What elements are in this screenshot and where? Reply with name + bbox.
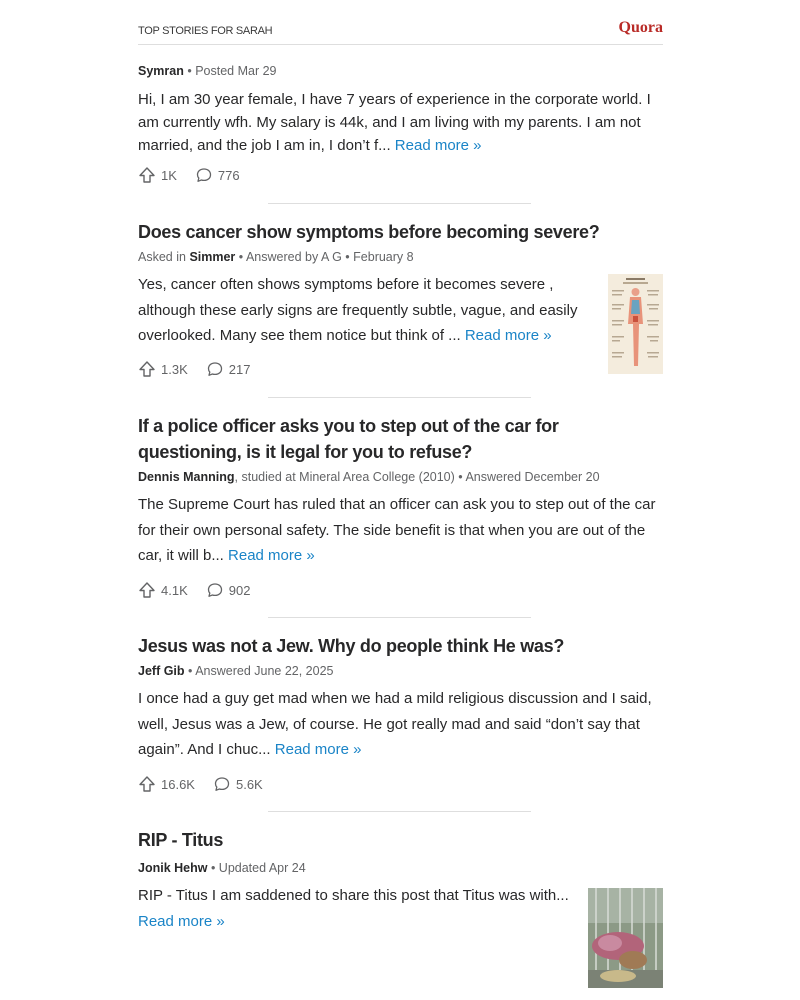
comment-count: 217 bbox=[228, 361, 251, 377]
comment-bubble-icon bbox=[213, 775, 231, 793]
author-name[interactable]: Jonik Hehw bbox=[138, 861, 208, 875]
story-divider bbox=[268, 397, 531, 398]
question-title[interactable]: RIP - Titus bbox=[138, 830, 224, 850]
read-more-link[interactable]: Read more » bbox=[228, 547, 315, 564]
answer-date: • Answered December 20 bbox=[458, 470, 600, 484]
asked-in-label: Asked in bbox=[138, 250, 186, 264]
upvote-arrow-icon bbox=[138, 360, 156, 378]
story-divider bbox=[268, 203, 531, 204]
answer-excerpt: The Supreme Court has ruled that an officer can ask you to step out of the car for their own personal safety. The side benefit is that when you are out of the car, it will b... bbox=[138, 496, 656, 564]
email-header bbox=[138, 18, 663, 45]
action-bar bbox=[138, 359, 268, 379]
story-card bbox=[138, 827, 663, 934]
answer-thumbnail[interactable] bbox=[608, 274, 663, 374]
story-divider bbox=[268, 617, 531, 618]
header-title: TOP STORIES FOR SARAH bbox=[138, 25, 273, 37]
author-credential: , studied at Mineral Area College (2010) bbox=[234, 470, 455, 484]
story-card bbox=[138, 219, 663, 377]
read-more-link[interactable]: Read more » bbox=[464, 327, 552, 344]
upvote-arrow-icon bbox=[138, 581, 156, 599]
comment-button[interactable] bbox=[206, 581, 251, 599]
story-meta bbox=[138, 248, 663, 266]
answer-date: • Answered June 22, 2025 bbox=[188, 664, 334, 678]
author-name[interactable]: Dennis Manning bbox=[138, 470, 235, 484]
upvote-arrow-icon bbox=[138, 166, 156, 184]
answer-excerpt: I once had a guy get mad when we had a mild religious discussion and I said, well, Jesus was a Jew, of course. He got really mad and said “don’t say that again”. And I chuc... bbox=[138, 690, 652, 758]
space-name[interactable]: Simmer bbox=[189, 250, 236, 264]
author-name[interactable]: Jeff Gib bbox=[138, 664, 185, 678]
story-meta bbox=[138, 62, 663, 80]
update-date: • Updated Apr 24 bbox=[210, 861, 306, 875]
story-card bbox=[138, 633, 663, 792]
action-bar bbox=[138, 580, 268, 600]
upvote-arrow-icon bbox=[138, 775, 156, 793]
quora-logo[interactable]: Quora bbox=[618, 19, 663, 36]
answer-excerpt: Yes, cancer often shows symptoms before it becomes severe , although these early signs are frequently subtle, vague, and easily overlooked. Many see them notice but think of ... bbox=[138, 276, 578, 344]
story-meta bbox=[138, 468, 663, 486]
comment-button[interactable] bbox=[195, 166, 240, 184]
story-meta bbox=[138, 662, 663, 680]
question-title[interactable]: If a police officer asks you to step out of the car for questioning, is it legal for you to refuse? bbox=[138, 416, 559, 462]
comment-count: 5.6K bbox=[235, 776, 263, 792]
comment-count: 776 bbox=[217, 167, 240, 183]
upvote-button[interactable] bbox=[138, 581, 188, 599]
upvote-count: 16.6K bbox=[161, 776, 195, 792]
upvote-button[interactable] bbox=[138, 166, 177, 184]
comment-button[interactable] bbox=[213, 775, 263, 793]
upvote-count: 1K bbox=[161, 167, 177, 183]
upvote-count: 4.1K bbox=[161, 582, 188, 598]
story-card bbox=[138, 62, 663, 183]
read-more-link[interactable]: Read more » bbox=[394, 137, 482, 154]
answer-body[interactable] bbox=[138, 272, 583, 349]
answer-info: • Answered by A G • February 8 bbox=[238, 250, 414, 264]
answer-body[interactable] bbox=[138, 88, 663, 157]
author-name[interactable]: Symran bbox=[138, 64, 184, 78]
question-title[interactable]: Jesus was not a Jew. Why do people think He was? bbox=[138, 636, 565, 656]
upvote-button[interactable] bbox=[138, 775, 195, 793]
story-divider bbox=[268, 811, 531, 812]
answer-body[interactable] bbox=[138, 492, 663, 569]
anatomy-chart-thumbnail bbox=[608, 274, 663, 374]
photo-thumbnail bbox=[588, 888, 663, 988]
upvote-button[interactable] bbox=[138, 360, 188, 378]
story-card bbox=[138, 413, 663, 598]
answer-body[interactable] bbox=[138, 686, 663, 763]
upvote-count: 1.3K bbox=[161, 361, 188, 377]
comment-bubble-icon bbox=[195, 166, 213, 184]
answer-body[interactable] bbox=[138, 883, 578, 934]
post-date: • Posted Mar 29 bbox=[187, 64, 277, 78]
read-more-link[interactable]: Read more » bbox=[274, 741, 362, 758]
comment-count: 902 bbox=[228, 582, 251, 598]
comment-bubble-icon bbox=[206, 360, 224, 378]
answer-excerpt: Hi, I am 30 year female, I have 7 years of experience in the corporate world. I am currently wfh. My salary is 44k, and I am living with my parents. I am not married, and the job I am in, I don’t f... bbox=[138, 91, 651, 154]
comment-bubble-icon bbox=[206, 581, 224, 599]
answer-excerpt: RIP - Titus I am saddened to share this post that Titus was with... bbox=[138, 887, 569, 904]
action-bar bbox=[138, 165, 258, 185]
action-bar bbox=[138, 774, 281, 794]
read-more-link[interactable]: Read more » bbox=[138, 912, 225, 930]
story-meta bbox=[138, 859, 663, 877]
answer-thumbnail[interactable] bbox=[588, 888, 663, 988]
comment-button[interactable] bbox=[206, 360, 251, 378]
question-title[interactable]: Does cancer show symptoms before becoming severe? bbox=[138, 222, 600, 242]
